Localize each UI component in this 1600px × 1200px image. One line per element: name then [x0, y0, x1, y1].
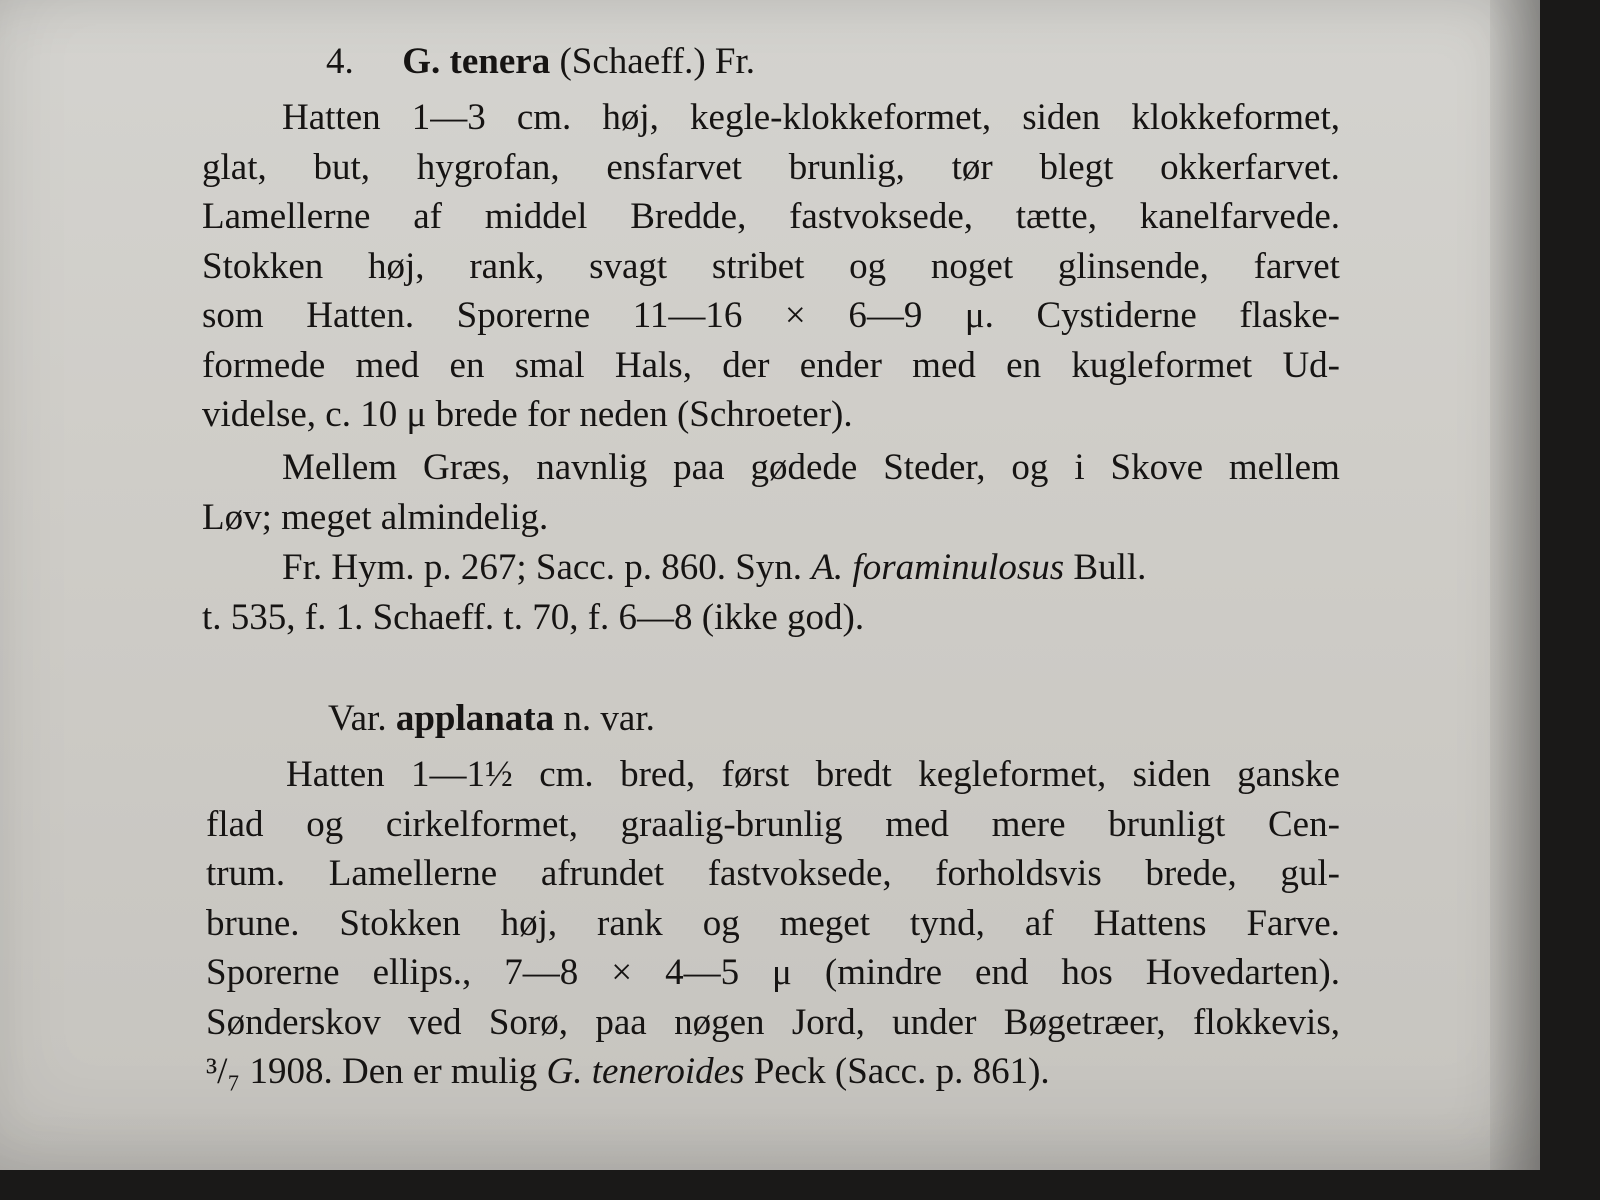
word: Lamellerne — [202, 196, 371, 237]
word: mellem — [1228, 447, 1340, 488]
word: afrundet — [540, 853, 665, 894]
word: flaske- — [1239, 295, 1340, 336]
word: Hovedarten). — [1145, 952, 1340, 993]
text-line — [206, 750, 1340, 800]
variety-name: applanata — [395, 698, 555, 739]
word: under — [892, 1001, 977, 1043]
text-line — [202, 443, 1340, 493]
word: trum. — [206, 853, 286, 894]
word: brunlig, — [788, 146, 905, 188]
variety-prefix: Var. — [328, 698, 387, 739]
word: formede — [202, 344, 326, 386]
word: tynd, — [909, 902, 985, 944]
word: end — [974, 952, 1029, 993]
variety-italic: G. teneroides — [546, 1051, 745, 1092]
word: okkerfarvet. — [1160, 146, 1340, 188]
word: tør — [951, 146, 993, 188]
word: brune. — [206, 902, 300, 944]
word: farvet — [1253, 245, 1340, 287]
text-line — [202, 242, 1340, 292]
word: cm. — [539, 754, 594, 795]
word: Ud- — [1282, 344, 1340, 386]
word: siden — [1132, 754, 1211, 795]
word: rank, — [469, 245, 545, 287]
word: fastvoksede, — [789, 196, 973, 237]
text-line — [206, 948, 1340, 998]
variety-suffix: n. var. — [563, 698, 655, 739]
word: gødede — [750, 447, 858, 488]
word: Hals, — [614, 344, 692, 386]
word: × — [784, 295, 806, 336]
reference-text: t. 535, f. 1. Schaeff. t. 70, f. 6—8 (ikke god). — [202, 596, 865, 638]
word: glinsende, — [1057, 245, 1209, 287]
word: kegleformet, — [918, 754, 1107, 795]
word: Sporerne — [206, 952, 340, 993]
word: 11—16 — [632, 295, 743, 336]
variety-heading — [328, 697, 655, 740]
word: paa — [595, 1001, 647, 1043]
word: med — [885, 803, 949, 845]
page-edge-shadow — [1490, 0, 1540, 1170]
word: flad — [206, 803, 264, 845]
word: Cen- — [1268, 803, 1340, 845]
word: mere — [991, 803, 1066, 845]
word: kugleformet — [1071, 344, 1253, 386]
word: i — [1074, 447, 1085, 488]
reference-line — [202, 543, 1340, 593]
word: der — [722, 344, 770, 386]
word: kegle-klokkeformet, — [690, 97, 992, 138]
word: Bøgetræer, — [1003, 1001, 1166, 1043]
word: gul- — [1280, 853, 1340, 894]
word: fastvoksede, — [707, 853, 892, 894]
word: rank — [597, 902, 663, 944]
word: nøgen — [674, 1001, 765, 1043]
word: Mellem — [282, 447, 398, 488]
word: og — [702, 902, 740, 944]
word: noget — [930, 245, 1014, 287]
text-line — [206, 1047, 1340, 1097]
word: bredt — [815, 754, 892, 795]
word: ganske — [1237, 754, 1340, 795]
text-line — [206, 998, 1340, 1048]
word: siden — [1022, 97, 1101, 138]
word: glat, — [202, 146, 267, 188]
reference-text: Bull. — [1064, 547, 1147, 588]
word: 6—9 — [848, 295, 923, 336]
word: og — [1011, 447, 1049, 488]
word: Sorø, — [488, 1001, 569, 1043]
word: Steder, — [883, 447, 986, 488]
text-line — [206, 849, 1340, 899]
word: Bredde, — [630, 196, 747, 237]
word: Farve. — [1246, 902, 1340, 944]
text-line: videlse, c. 10 μ brede for neden (Schroeter). — [202, 394, 853, 435]
word: but, — [313, 146, 371, 188]
word: en — [449, 344, 485, 386]
word: Græs, — [423, 447, 511, 488]
text-line: Løv; meget almindelig. — [202, 496, 549, 538]
word: af — [413, 196, 442, 237]
word: klokkeformet, — [1131, 97, 1340, 138]
word: høj, — [602, 97, 659, 138]
word: ved — [408, 1001, 462, 1043]
word: Sønderskov — [206, 1001, 381, 1043]
word: flokkevis, — [1193, 1001, 1340, 1043]
text-line — [202, 291, 1340, 341]
variety-text: ³/₇ 1908. Den er mulig — [206, 1051, 547, 1092]
reference-line — [202, 593, 1340, 643]
word: med — [355, 344, 420, 386]
text-line — [206, 800, 1340, 850]
word: Lamellerne — [328, 853, 498, 894]
word: høj, — [368, 245, 425, 287]
word: 1—1½ — [411, 754, 513, 795]
word: cm. — [516, 97, 572, 138]
word: Hattens — [1093, 902, 1207, 944]
word: 4—5 — [665, 952, 740, 993]
text-line — [202, 143, 1340, 193]
word: svagt — [589, 245, 668, 287]
word: kanelfarvede. — [1139, 196, 1340, 237]
species-author: (Schaeff.) Fr. — [559, 41, 756, 82]
references-paragraph — [202, 543, 1340, 642]
word: som — [202, 295, 264, 336]
word: forholdsvis — [935, 853, 1102, 894]
text-line — [202, 93, 1340, 143]
word: brunligt — [1108, 803, 1226, 845]
word: hygrofan, — [416, 146, 560, 188]
word: Hatten — [282, 97, 381, 138]
word: middel — [484, 196, 588, 237]
word: hos — [1061, 952, 1113, 993]
word: ender — [799, 344, 882, 386]
word: ellips., — [372, 952, 472, 993]
word: blegt — [1039, 146, 1114, 188]
word: ensfarvet — [606, 146, 742, 188]
word: (mindre — [824, 952, 942, 993]
word: meget — [779, 902, 870, 944]
word: cirkelformet, — [385, 803, 578, 845]
habitat-paragraph — [202, 443, 1340, 542]
text-line — [202, 341, 1340, 391]
species-name: G. tenera — [402, 41, 551, 82]
word: med — [912, 344, 976, 386]
screen-border-right — [1540, 0, 1600, 1200]
word: Cystiderne — [1036, 295, 1197, 336]
word: af — [1024, 902, 1054, 944]
word: en — [1006, 344, 1042, 386]
word: Jord, — [791, 1001, 865, 1043]
word: × — [611, 952, 633, 993]
species-description — [202, 93, 1340, 440]
species-heading — [326, 40, 755, 83]
word: bred, — [620, 754, 696, 795]
word: paa — [673, 447, 725, 488]
word: Hatten — [286, 754, 385, 795]
word: tætte, — [1015, 196, 1097, 237]
word: høj, — [500, 902, 558, 944]
word: μ — [772, 952, 792, 993]
species-number: 4. — [326, 41, 354, 82]
variety-text: Peck (Sacc. p. 861). — [744, 1051, 1050, 1092]
word: stribet — [711, 245, 805, 287]
reference-text: Fr. Hym. p. 267; Sacc. p. 860. Syn. — [282, 547, 812, 588]
word: 7—8 — [504, 952, 579, 993]
word: Hatten. — [306, 295, 415, 336]
variety-description — [206, 750, 1340, 1097]
word: smal — [514, 344, 585, 386]
word: μ. — [964, 295, 994, 336]
word: brede, — [1145, 853, 1237, 894]
word: først — [721, 754, 790, 795]
word: Stokken — [202, 245, 324, 287]
text-line — [202, 192, 1340, 242]
screen-border-bottom — [0, 1170, 1600, 1200]
word: Skove — [1110, 447, 1203, 488]
text-line — [206, 899, 1340, 949]
word: og — [306, 803, 344, 845]
word: navnlig — [536, 447, 648, 488]
word: 1—3 — [411, 97, 486, 138]
word: Stokken — [339, 902, 461, 944]
word: graalig-brunlig — [620, 803, 843, 845]
reference-italic: A. foraminulosus — [811, 547, 1065, 588]
word: Sporerne — [456, 295, 591, 336]
word: og — [849, 245, 887, 287]
